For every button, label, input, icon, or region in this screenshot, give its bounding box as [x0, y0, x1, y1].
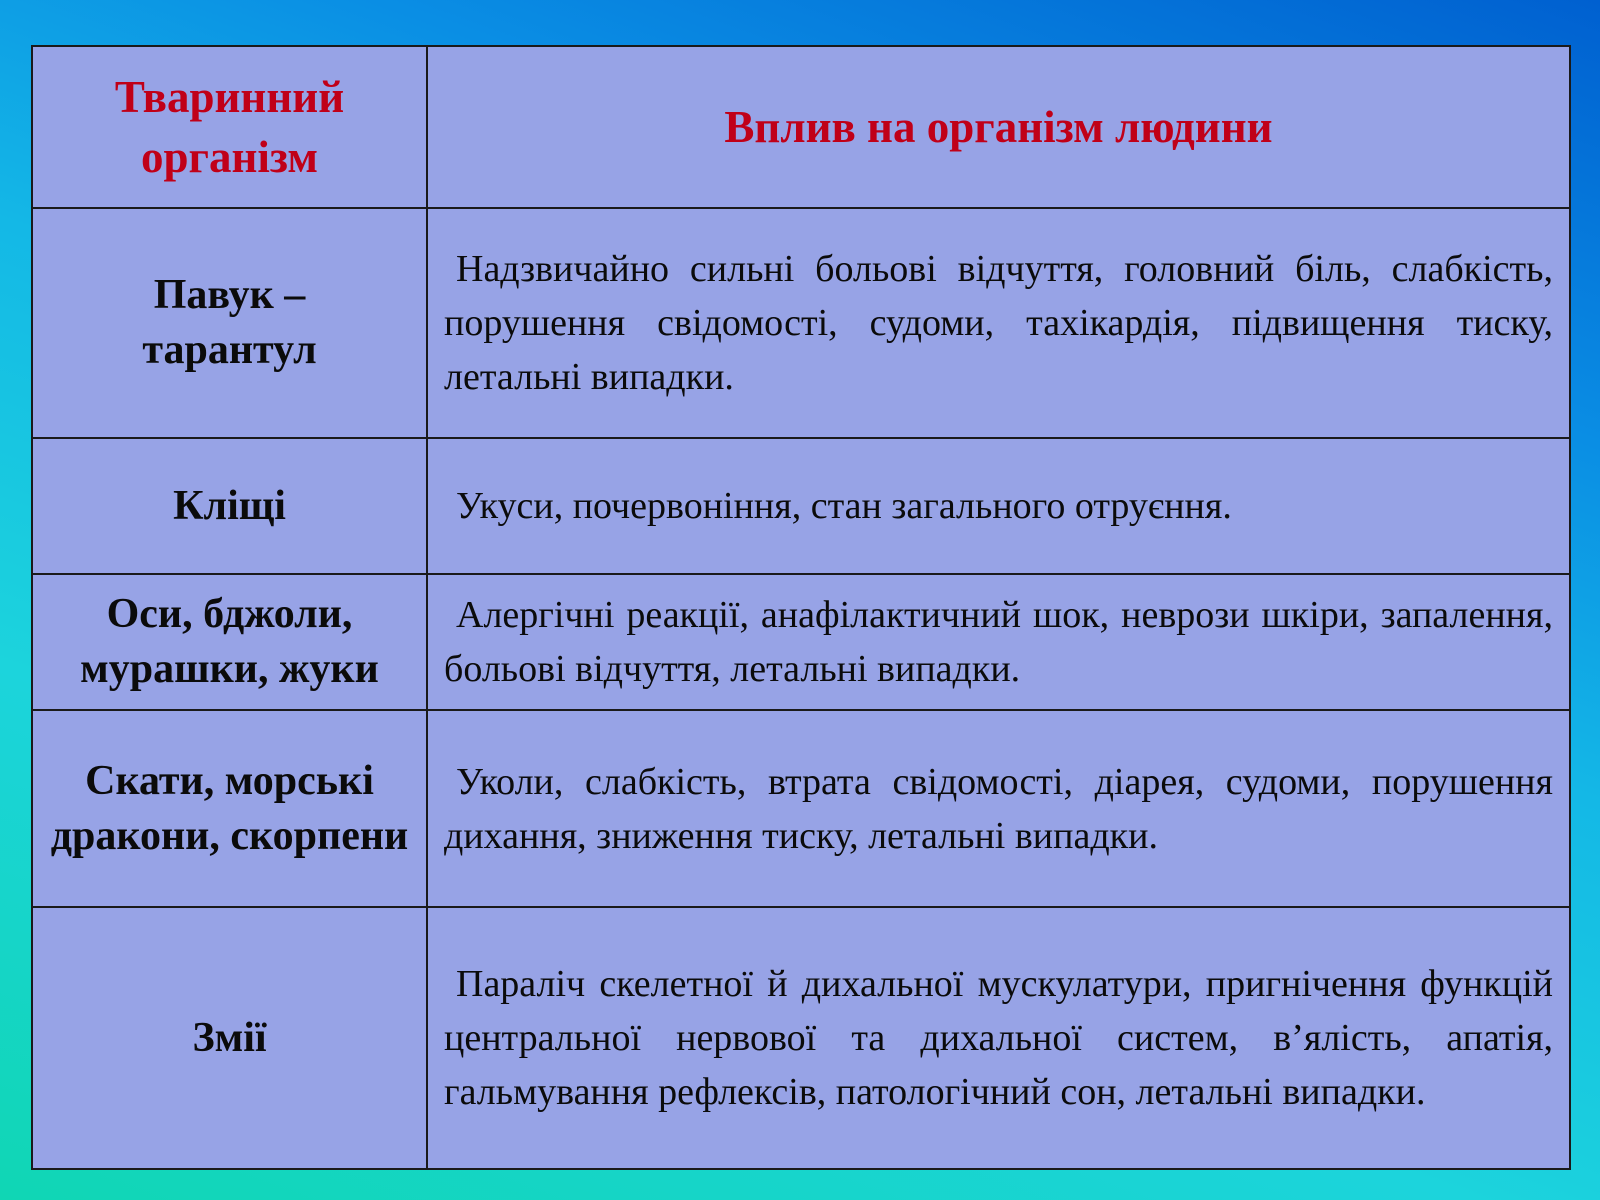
effect-cell: [427, 710, 1570, 907]
header-effect-label: Вплив на організм людини: [724, 102, 1273, 152]
organism-cell: [32, 710, 427, 907]
table-row: [32, 208, 1570, 438]
effect-cell: [427, 574, 1570, 710]
header-organism: [32, 46, 427, 208]
effect-text: Надзвичайно сильні больові відчуття, головний біль, слабкість, порушення свідомості, судоми, тахікардія, підвищення тиску, летальні випадки.: [444, 248, 1553, 398]
header-organism-label: Тваринний організм: [114, 72, 345, 182]
organism-cell: [32, 907, 427, 1169]
table-row: [32, 710, 1570, 907]
organism-name: Кліщі: [173, 482, 286, 529]
organism-name: Скати, морські дракони, скорпени: [50, 757, 409, 859]
effect-cell: [427, 907, 1570, 1169]
organism-name: Оси, бджоли, мурашки, жуки: [80, 591, 379, 692]
organism-name: Павук – тарантул: [142, 272, 317, 373]
organism-name: Змії: [192, 1014, 267, 1061]
effect-text: Параліч скелетної й дихальної мускулатури, пригнічення функцій центральної нервової та дихальної систем, в’ялість, апатія, гальмування рефлексів, патологічний сон, летальні випадки.: [444, 963, 1553, 1113]
table-row: [32, 574, 1570, 710]
table-row: [32, 438, 1570, 574]
organism-effects-table: [31, 45, 1571, 1170]
table-header-row: [32, 46, 1570, 208]
table-row: [32, 907, 1570, 1169]
organism-cell: [32, 574, 427, 710]
effect-cell: [427, 438, 1570, 574]
effect-text: Уколи, слабкість, втрата свідомості, діарея, судоми, порушення дихання, зниження тиску, летальні випадки.: [444, 760, 1553, 857]
organism-cell: [32, 208, 427, 438]
effect-text: Алергічні реакції, анафілактичний шок, неврози шкіри, запалення, больові відчуття, летальні випадки.: [444, 594, 1553, 690]
effect-cell: [427, 208, 1570, 438]
effect-text: Укуси, почервоніння, стан загального отруєння.: [456, 485, 1232, 527]
header-effect: [427, 46, 1570, 208]
organism-cell: [32, 438, 427, 574]
